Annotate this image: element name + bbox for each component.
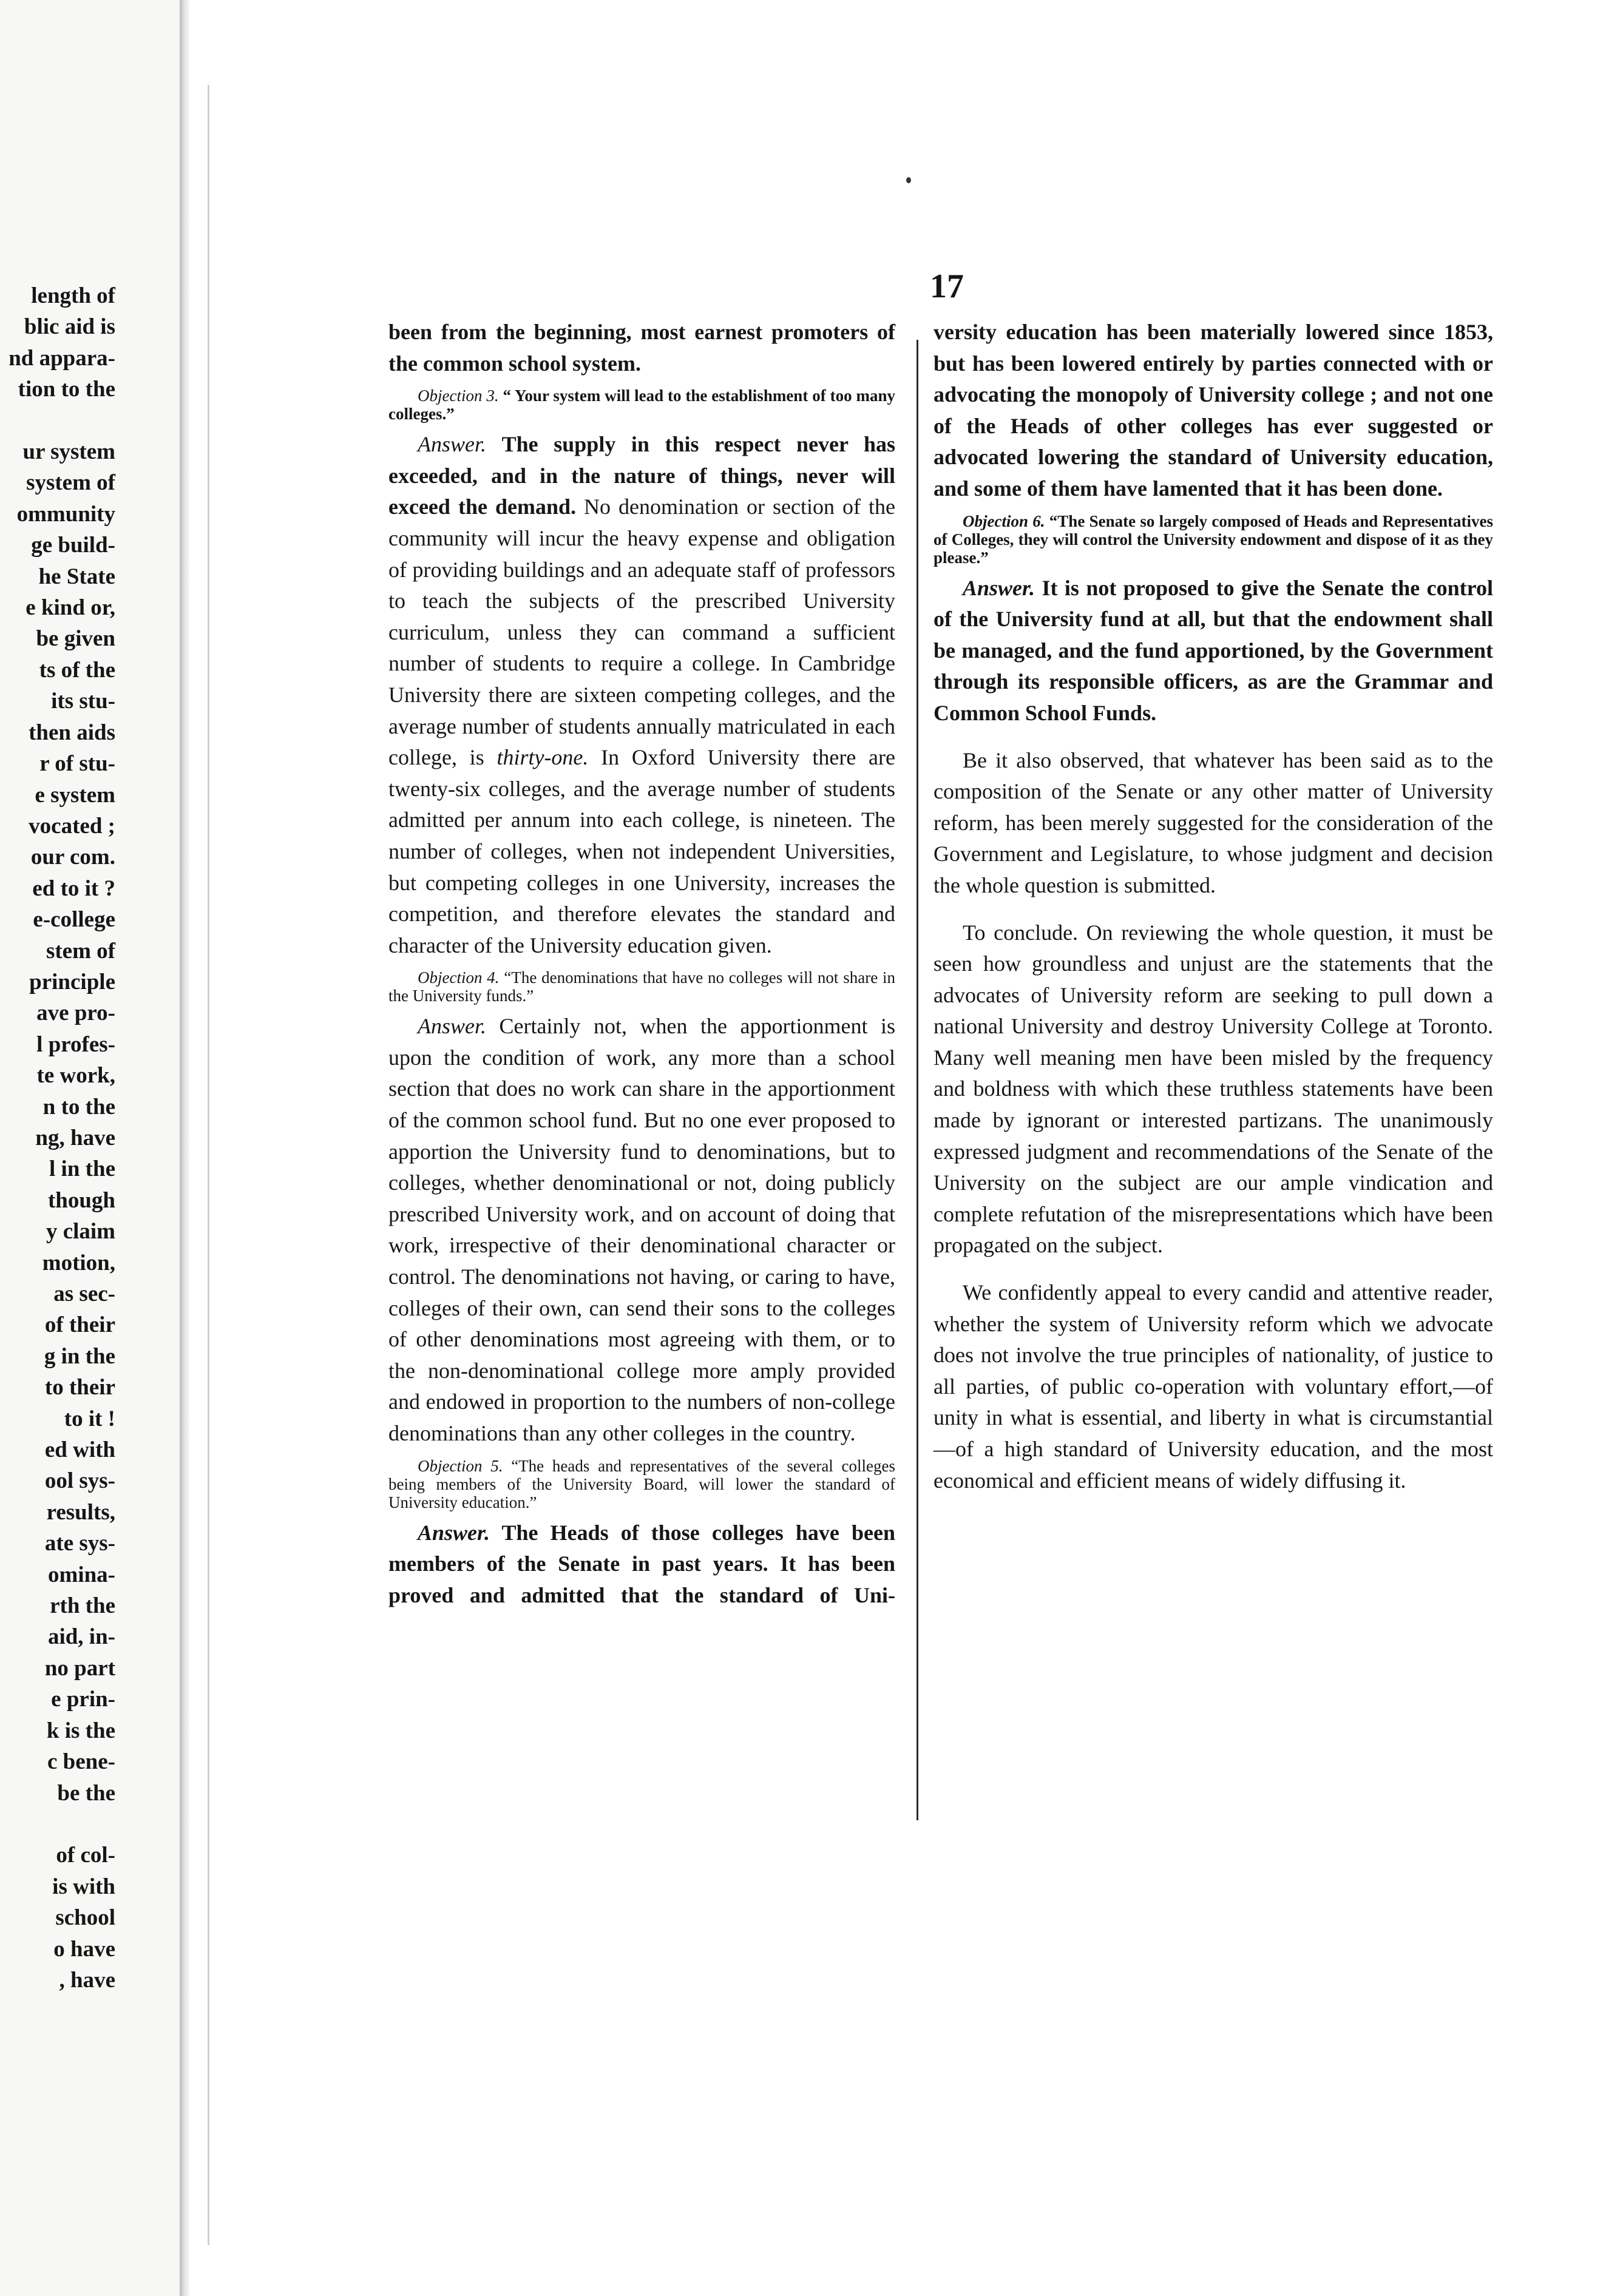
facing-page-fragment: of col-	[56, 1843, 115, 1868]
facing-page-fragment: ool sys-	[44, 1468, 115, 1494]
facing-page-fragment: o have	[53, 1936, 115, 1962]
answer-5-start	[388, 1518, 895, 1612]
answer-5-label: Answer.	[418, 1520, 490, 1545]
facing-page-fragment: be the	[57, 1780, 115, 1806]
answer-3-text-2: In Oxford University there are twenty-six colleges, and the average number of students admitted per annum into each college, is nineteen. The number of colleges, when not independent Universities, but competing colleges in one University, increases the competition, and therefore elevates the standard and character of the University education given.	[388, 745, 895, 957]
facing-page-fragment: results,	[46, 1499, 115, 1525]
facing-page-fragment: motion,	[42, 1250, 115, 1275]
facing-page-fragment: l in the	[49, 1156, 115, 1182]
objection-4-text: “The denominations that have no colleges will not share in the University funds.”	[388, 968, 895, 1005]
facing-page-fragment: school	[55, 1905, 115, 1931]
facing-page-fragment: g in the	[44, 1343, 115, 1369]
facing-page-fragment: then aids	[29, 720, 115, 745]
facing-page-fragment: its stu-	[51, 689, 115, 714]
facing-page-fragment: length of	[31, 283, 115, 308]
page-edge-shadow	[208, 85, 209, 2245]
paragraph-conclude: To conclude. On reviewing the whole question, it must be seen how groundless and unjust are the statements that the advocates of University reform are seeking to pull down a national University and destroy University College at Toronto. Many well meaning men have been misled by the frequency and boldness with which these truthless statements have been made by ignorant or interested partizans. The unanimously expressed judgment and recommendations of the Senate of the University on the subject are our ample vindication and complete refutation of the misrepresentations which have been propagated on the subject.	[933, 920, 1493, 1258]
answer-5-start-text: The Heads of those colleges have been members of the Senate in past years. It has been proved and admitted that the standard of Uni-	[388, 1520, 895, 1607]
answer-3-bold-text: The supply in this respect never has exceeded, and in the nature of things, never will exceed the demand.	[388, 432, 895, 519]
facing-page-fragment: ts of the	[39, 657, 115, 683]
facing-page-fragment: n to the	[42, 1094, 115, 1119]
facing-page-fragment: e-college	[33, 907, 115, 933]
facing-page-fragment: ed to it ?	[32, 876, 115, 901]
opening-line-2: the common school system.	[388, 351, 641, 376]
column-rule	[917, 340, 918, 1820]
facing-page-fragment: ng, have	[35, 1125, 115, 1150]
facing-page-fragment: c bene-	[47, 1749, 115, 1775]
facing-page-fragment: e kind or,	[25, 595, 115, 621]
paragraph-observed: Be it also observed, that whatever has been said as to the composition of the Senate or any other matter of University reform, has been merely suggested for the consideration of the Government and Legislature, to whose judgment and decision the whole question is submitted.	[933, 748, 1493, 897]
facing-page-fragment: he State	[38, 564, 115, 589]
facing-page-fragment: l profes-	[36, 1032, 115, 1057]
objection-3	[388, 387, 895, 423]
facing-page-fragment: y claim	[46, 1219, 115, 1244]
answer-4-label: Answer.	[418, 1014, 487, 1039]
objection-3-text: “ Your system will lead to the establishment of too many colleges.”	[388, 387, 895, 424]
paragraph-appeal: We confidently appeal to every candid and attentive reader, whether the system of University reform which we advocate does not involve the true principles of nationality, of justice to all parties, of public co-operation with voluntary effort,—of unity in what is essential, and liberty in what is circumstantial—of a high standard of University education, and the most economical and efficient means of widely diffusing it.	[933, 1280, 1493, 1493]
facing-page-fragment: vocated ;	[29, 813, 115, 839]
facing-page-fragment: ge build-	[31, 533, 115, 558]
answer-3-label: Answer.	[418, 432, 487, 457]
facing-page-fragment: of their	[44, 1312, 115, 1338]
right-column	[933, 317, 1493, 1496]
facing-page-fragment	[0, 1809, 115, 1840]
facing-page-fragment: tion to the	[18, 377, 115, 402]
page-number: 17	[930, 268, 964, 305]
facing-page-fragment: as sec-	[53, 1281, 115, 1306]
facing-page-fragment: principle	[29, 969, 115, 994]
objection-5	[388, 1457, 895, 1511]
facing-page-fragment: system of	[26, 470, 115, 496]
answer-4	[388, 1011, 895, 1449]
facing-page-text-fragments	[0, 280, 115, 1996]
answer-6-text: It is not proposed to give the Senate the control of the University fund at all, but that the endowment shall be managed, and the fund apportioned, by the Government through its responsible officers, as are the Grammar and Common School Funds.	[933, 575, 1494, 725]
objection-3-label: Objection 3.	[418, 387, 499, 405]
answer-3	[388, 429, 895, 961]
answer-6-label: Answer.	[963, 575, 1035, 600]
facing-page-fragment: ave pro-	[36, 1001, 115, 1026]
facing-page-fragment: te work,	[36, 1063, 115, 1089]
objection-6-text: “The Senate so largely composed of Heads and Representatives of Colleges, they will control the University endowment and dispose of it as they please.”	[933, 512, 1493, 567]
facing-page-fragment: r of stu-	[39, 751, 115, 777]
facing-page	[0, 0, 182, 2296]
objection-5-label: Objection 5.	[418, 1456, 503, 1475]
answer-3-emphasis: thirty-one.	[496, 745, 589, 770]
facing-page-fragment: omina-	[48, 1562, 115, 1587]
facing-page-fragment	[0, 405, 115, 436]
facing-page-fragment: stem of	[46, 938, 115, 964]
facing-page-fragment: nd appara-	[8, 345, 115, 371]
facing-page-fragment: our com.	[30, 845, 115, 870]
facing-page-fragment: aid, in-	[47, 1624, 115, 1650]
book-gutter	[180, 0, 189, 2296]
answer-5-continued: versity education has been materially lowered since 1853, but has been lowered entirely by parties connected with or advocating the monopoly of University college ; and not one of the Heads of other colleges has ever suggested or advocated lowering the standard of University education, and some of them have lamented that it has been done.	[933, 320, 1493, 501]
answer-4-text: Certainly not, when the apportionment is upon the condition of work, any more than a school section that does no work can share in the apportionment of the common school fund. But no one ever proposed to apportion the University fund to denominations, but to colleges, whether denominational or not, doing publicly prescribed University work, and on account of doing that work, irrespective of their denominational character or control. The denominations not having, or caring to have, colleges of their own, can send their sons to the colleges of other denominations most agreeing with them, or to the non-denominational college more amply provided and endowed in proportion to the numbers of non-college denominations than any other colleges in the country.	[388, 1014, 895, 1445]
facing-page-fragment: e prin-	[51, 1687, 115, 1712]
facing-page-fragment: blic aid is	[24, 314, 115, 340]
facing-page-fragment: ur system	[22, 439, 115, 465]
facing-page-fragment: , have	[59, 1967, 115, 1993]
facing-page-fragment: k is the	[46, 1718, 115, 1743]
answer-3-text: No denomination or section of the community will incur the heavy expense and obligation of providing buildings and an adequate staff of professors to teach the subjects of the prescribed University curriculum, unless they can command a sufficient number of students to require a college. In Cambridge University there are sixteen competing colleges, and the average number of students annually matriculated in each college, is	[388, 495, 896, 770]
objection-4	[388, 968, 895, 1005]
facing-page-fragment: no part	[44, 1655, 115, 1681]
left-column	[388, 317, 895, 1611]
answer-6	[933, 573, 1493, 729]
objection-6	[933, 512, 1493, 567]
facing-page-fragment: to it !	[64, 1406, 115, 1431]
facing-page-fragment: ommunity	[16, 501, 115, 527]
facing-page-fragment: ed with	[44, 1437, 115, 1463]
facing-page-fragment: e system	[35, 782, 115, 808]
facing-page-fragment: to their	[44, 1375, 115, 1400]
facing-page-fragment: rth the	[50, 1593, 115, 1619]
objection-6-label: Objection 6.	[963, 512, 1045, 530]
facing-page-fragment: though	[47, 1187, 115, 1213]
facing-page-fragment: be given	[36, 626, 115, 652]
facing-page-fragment: is with	[52, 1874, 115, 1899]
objection-5-text: “The heads and representatives of the several colleges being members of the University Board, will lower the standard of University education.”	[388, 1456, 895, 1511]
facing-page-fragment: ate sys-	[44, 1531, 115, 1556]
objection-4-label: Objection 4.	[418, 968, 500, 987]
ink-speck	[906, 177, 911, 183]
opening-line-1: been from the beginning, most earnest promoters of	[388, 320, 895, 344]
